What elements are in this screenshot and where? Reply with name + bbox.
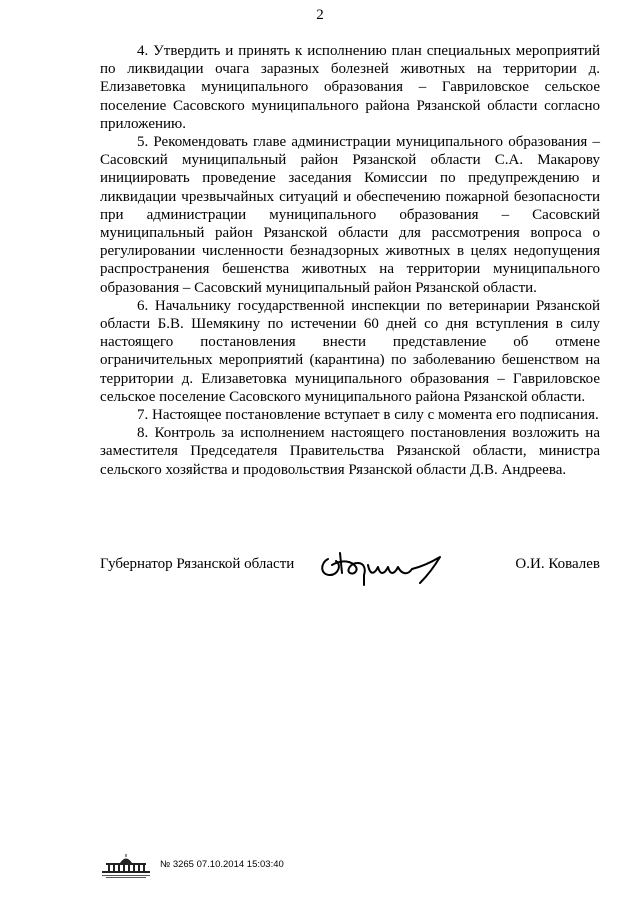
government-building-icon bbox=[100, 853, 152, 879]
paragraph-4: 4. Утвердить и принять к исполнению план специальных мероприятий по ликвидации очага заразных болезней животных на территории д. Елизаветовка муниципального образования – Гавриловское сельское поселение Сасовского муниципального района Рязанской области согласно приложению. bbox=[100, 43, 600, 132]
paragraph-5: 5. Рекомендовать главе администрации муниципального образования – Сасовский муниципальный район Рязанской области С.А. Макарову инициировать проведение заседания Комиссии по предупреждению и ликвидации чрезвычайных ситуаций и обеспечению пожарной безопасности при администрации муниципального образования – Сасовский муниципальный район Рязанской области для рассмотрения вопроса о регулировании численности безнадзорных животных в целях недопущения распространения бешенства животных на территории муниципального образования – Сасовский муниципальный район Рязанской области. bbox=[100, 134, 600, 296]
handwritten-signature bbox=[312, 545, 462, 587]
signer-title: Губернатор Рязанской области bbox=[100, 556, 295, 572]
registration-footer bbox=[100, 853, 330, 879]
document-body bbox=[100, 42, 600, 479]
paragraph-7: 7. Настоящее постановление вступает в силу с момента его подписания. bbox=[137, 407, 599, 424]
signature-block bbox=[100, 545, 600, 595]
page-number: 2 bbox=[316, 7, 324, 23]
paragraph-6: 6. Начальнику государственной инспекции по ветеринарии Рязанской области Б.В. Шемякину по истечении 60 дней со дня вступления в силу настоящего постановления внести представление об отмене ограничительных мероприятий (карантина) по заболеванию бешенством на территории д. Елизаветовка муниципального образования – Гавриловское сельское поселение Сасовского муниципального района Рязанской области. bbox=[100, 297, 600, 405]
registration-stamp: № 3265 07.10.2014 15:03:40 bbox=[160, 859, 284, 870]
paragraph-8: 8. Контроль за исполнением настоящего постановления возложить на заместителя Председателя Правительства Рязанской области, министра сельского хозяйства и продовольствия Рязанской области Д.В. Андреева. bbox=[100, 425, 600, 478]
signer-name: О.И. Ковалев bbox=[515, 556, 600, 572]
